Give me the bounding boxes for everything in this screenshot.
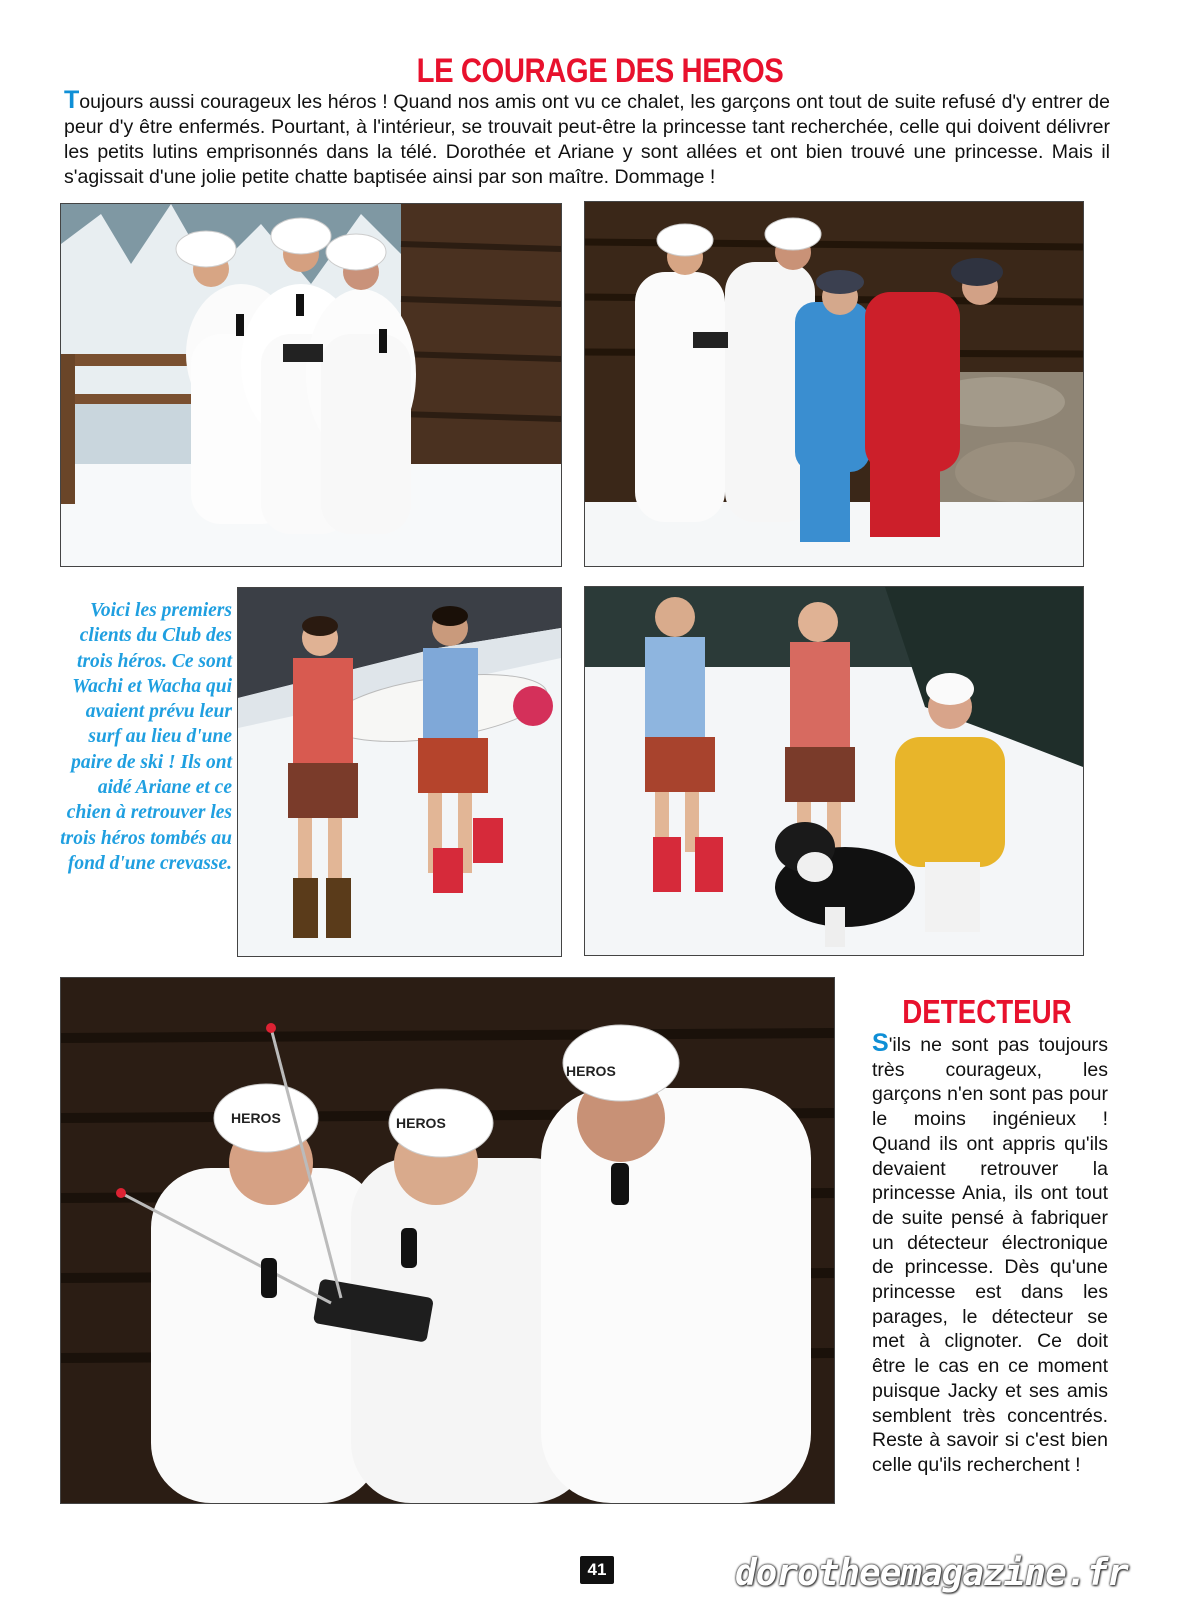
intro-dropcap: T (64, 86, 80, 114)
hat-label-left: HEROS (231, 1110, 281, 1126)
sidebar-paragraph (872, 1031, 1108, 1478)
hat-label-right: HEROS (566, 1063, 616, 1079)
photo-heroes-by-chalet (60, 203, 562, 567)
sidebar-text: 'ils ne sont pas toujours très courageux, les garçons n'en sont pas pour le moins ingénieux ! Quand ils ont appris qu'ils devaient retrouver la princesse Ania, ils ont tout de suite pensé à fabriquer un détecteur électronique de princesse. Dès qu'une princesse est dans les parages, le détecteur se met à clignoter. Ce doit être le cas en ce moment puisque Jacky et ses amis semblent très concentrés. Reste à savoir si c'est bien celle qu'ils recherchent ! (872, 1034, 1108, 1476)
site-watermark: dorotheemagazine.fr (735, 1553, 1128, 1594)
page-title: LE COURAGE DES HEROS (416, 52, 784, 90)
section-heading: DETECTEUR (902, 993, 1072, 1030)
photo-wachi-wacha-surf (237, 587, 562, 957)
intro-text: oujours aussi courageux les héros ! Quand nos amis ont vu ce chalet, les garçons ont tout de suite refusé d'y entrer de peur d'y être enfermés. Pourtant, à l'intérieur, se trouvait peut-être la princesse tant recherchée, celle qui doivent délivrer les petits lutins emprisonnés dans la télé. Dorothée et Ariane y sont allées et ont bien trouvé une princesse. Mais il s'agissait d'une jolie petite chatte baptisée ainsi par son maître. Dommage ! (64, 91, 1110, 188)
photo-caption: Voici les premiers clients du Club des trois héros. Ce sont Wachi et Wacha qui avaient prévu leur surf au lieu d'une paire de ski ! Ils ont aidé Ariane et ce chien à retrouver les trois héros tombés au fond d'une crevasse. (60, 600, 232, 874)
photo-princess-detector (60, 977, 835, 1504)
photo-peeking-at-chalet (584, 201, 1084, 567)
intro-paragraph (64, 88, 1110, 190)
page-number: 41 (580, 1556, 614, 1584)
hat-label-center: HEROS (396, 1115, 446, 1131)
photo-walking-with-dog (584, 586, 1084, 956)
sidebar-dropcap: S (872, 1029, 889, 1057)
